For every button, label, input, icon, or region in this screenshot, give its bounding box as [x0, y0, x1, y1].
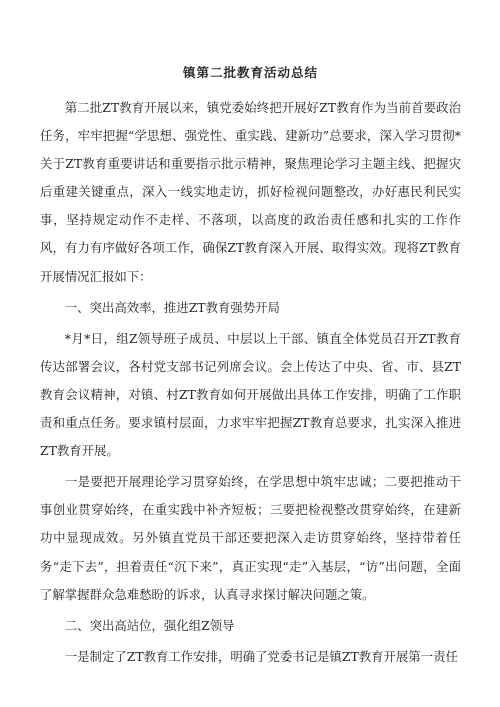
paragraph-leadership: 一是制定了ZT教育工作安排，明确了党委书记是镇ZT教育开展第一责任 [64, 648, 458, 664]
document-page [40, 0, 461, 707]
document-title: 镇第二批教育活动总结 [182, 65, 318, 80]
document-body [40, 94, 461, 671]
paragraph-requirements: 一是要把开展理论学习贯穿始终，在学思想中筑牢忠诚；二要把推动干事创业贯穿始终，在重实践中补齐短板；三要把检视整改贯穿始终，在建新功中显现成效。另外镇直党员干部还要把深入走访贯穿始终，坚持带着任务“走下去”，担着责任“沉下来”，真正实现“走”入基层，“访”出问题，全面了解掌握群众急难愁盼的诉求，认真寻求探讨解决问题之策。 [40, 474, 461, 602]
paragraph-meeting: *月*日，组Z领导班子成员、中层以上干部、镇直全体党员召开ZT教育传达部署会议，各村党支部书记列席会议。会上传达了中央、省、市、县ZT教育会议精神，对镇、村ZT教育如何开展做出具体工作安排，明确了工作职责和重点任务。要求镇村层面，力求牢牢把握ZT教育总要求，扎实深入推进ZT教育开展。 [40, 330, 461, 459]
section-heading-2: 二、突出高站位，强化组Z领导 [64, 617, 235, 633]
section-heading-1: 一、突出高效率，推进ZT教育强势开局 [64, 299, 280, 315]
paragraph-intro: 第二批ZT教育开展以来，镇党委始终把开展好ZT教育作为当前首要政治任务，牢牢把握“学思想、强党性、重实践、建新功”总要求，深入学习贯彻*关于ZT教育重要讲话和重要指示批示精神，聚焦理论学习主题主线、把握灾后重建关键重点，深入一线实地走访，抓好检视问题整改，办好惠民利民实事，坚持规定动作不走样、不落项，以高度的政治责任感和扎实的工作作风，有力有序做好各项工作，确保ZT教育深入开展、取得实效。现将ZT教育开展情况汇报如下： [40, 100, 461, 284]
